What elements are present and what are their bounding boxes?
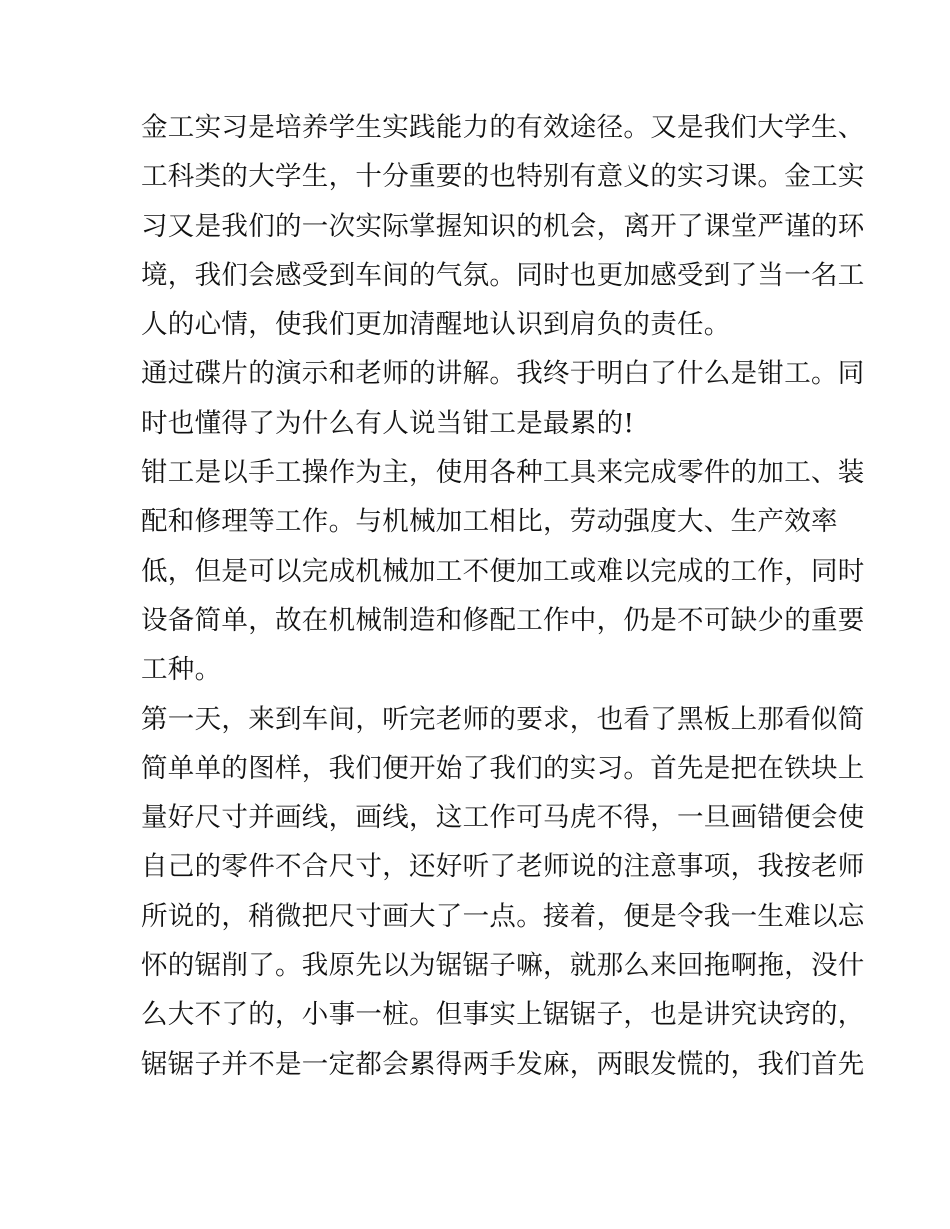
text-line: 量好尺寸并画线，画线，这工作可马虎不得，一旦画错便会使 [141, 802, 865, 834]
text-line: 简单单的图样，我们便开始了我们的实习。首先是把在铁块上 [141, 752, 865, 784]
text-line: 钳工是以手工操作为主，使用各种工具来完成零件的加工、装 [141, 457, 865, 489]
document-body [141, 103, 865, 1089]
text-line: 锯锯子并不是一定都会累得两手发麻，两眼发慌的，我们首先 [141, 1048, 865, 1080]
text-line: 第一天，来到车间，听完老师的要求，也看了黑板上那看似简 [141, 703, 865, 735]
text-line: 境，我们会感受到车间的气氛。同时也更加感受到了当一名工 [141, 259, 865, 291]
text-line: 设备简单，故在机械制造和修配工作中，仍是不可缺少的重要 [141, 604, 865, 636]
text-line: 低，但是可以完成机械加工不便加工或难以完成的工作，同时 [141, 555, 865, 587]
text-line: 怀的锯削了。我原先以为锯锯子嘛，就那么来回拖啊拖，没什 [141, 950, 865, 982]
text-line: 人的心情，使我们更加清醒地认识到肩负的责任。 [141, 309, 731, 341]
text-line: 么大不了的，小事一桩。但事实上锯锯子，也是讲究诀窍的， [141, 999, 865, 1031]
text-line: 金工实习是培养学生实践能力的有效途径。又是我们大学生、 [141, 112, 865, 143]
text-line: 自己的零件不合尺寸，还好听了老师说的注意事项，我按老师 [141, 851, 865, 883]
text-line: 时也懂得了为什么有人说当钳工是最累的! [141, 407, 635, 439]
text-line: 所说的，稍微把尺寸画大了一点。接着，便是令我一生难以忘 [141, 900, 865, 932]
text-line: 通过碟片的演示和老师的讲解。我终于明白了什么是钳工。同 [141, 358, 865, 390]
text-line: 工科类的大学生，十分重要的也特别有意义的实习课。金工实 [141, 161, 865, 193]
text-line: 习又是我们的一次实际掌握知识的机会，离开了课堂严谨的环 [141, 210, 865, 242]
text-line: 配和修理等工作。与机械加工相比，劳动强度大、生产效率 [141, 506, 838, 538]
text-line: 工种。 [141, 654, 222, 686]
